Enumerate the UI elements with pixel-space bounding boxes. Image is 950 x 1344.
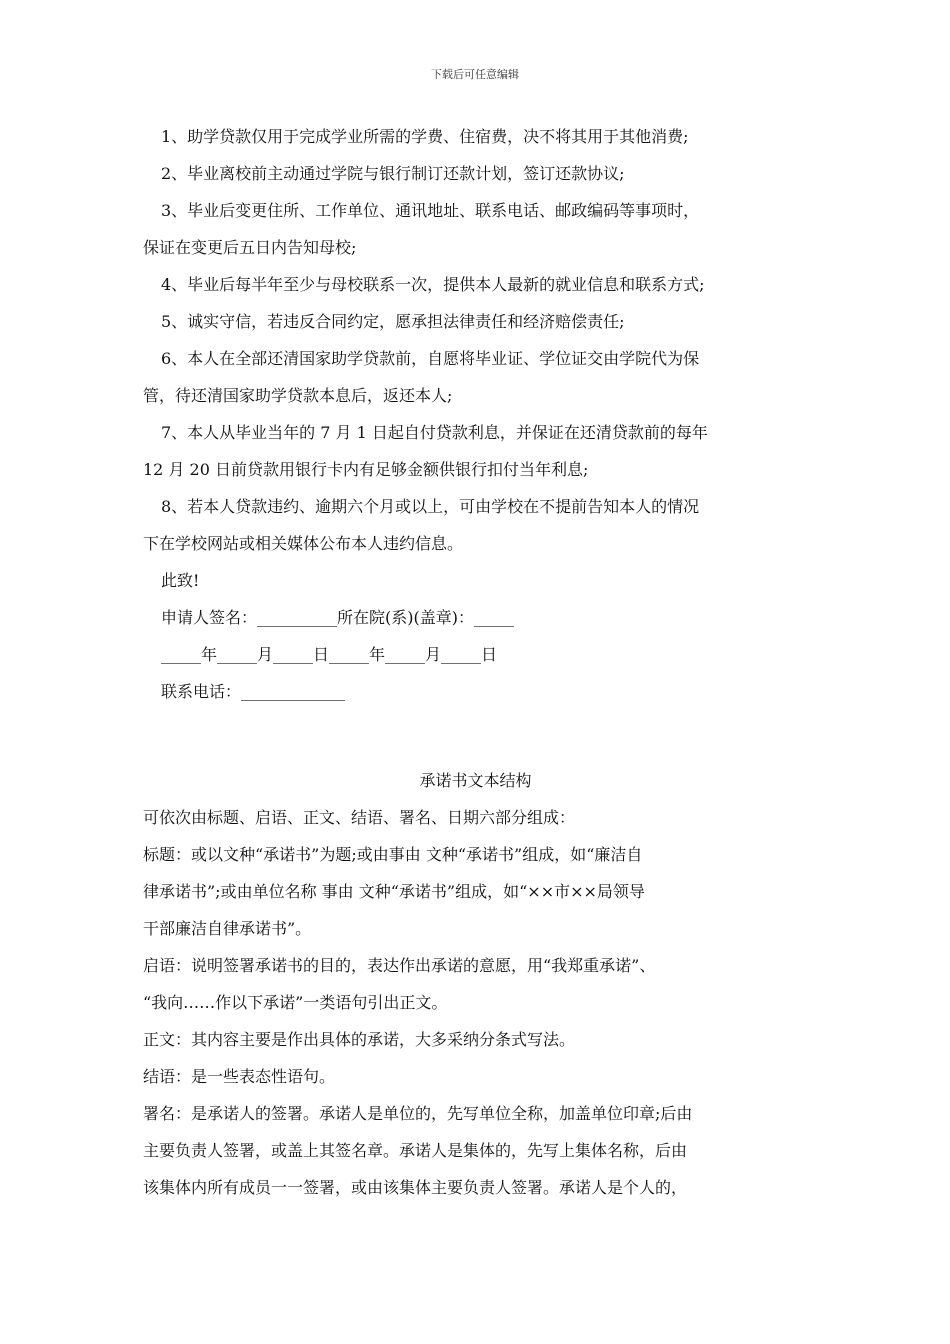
section-paragraph-line: 结语：是一些表态性语句。	[143, 1067, 336, 1086]
pledge-item-line: 6、本人在全部还清国家助学贷款前，自愿将毕业证、学位证交由学院代为保	[161, 349, 700, 368]
closing-salutation: 此致!	[161, 571, 200, 590]
pledge-item-line: 7、本人从毕业当年的 7 月 1 日起自付贷款利息，并保证在还清贷款前的每年	[161, 423, 708, 442]
pledge-item-line: 1、助学贷款仅用于完成学业所需的学费、住宿费，决不将其用于其他消费;	[161, 127, 689, 146]
section-paragraph	[143, 1021, 808, 1058]
section-paragraph	[143, 1058, 808, 1095]
section-content	[143, 799, 808, 1206]
pledge-item	[143, 488, 808, 562]
pledge-item-line: 下在学校网站或相关媒体公布本人违约信息。	[143, 534, 464, 553]
signature-line: 申请人签名：__________所在院(系)(盖章)：_____	[161, 608, 514, 627]
pledge-list	[143, 118, 808, 562]
pledge-item-line: 5、诚实守信，若违反合同约定，愿承担法律责任和经济赔偿责任;	[161, 312, 625, 331]
pledge-item	[143, 155, 808, 192]
pledge-item-line: 12 月 20 日前贷款用银行卡内有足够金额供银行扣付当年利息;	[143, 460, 589, 479]
section-paragraph-line: “我向……作以下承诺”一类语句引出正文。	[143, 993, 448, 1012]
pledge-item-line: 3、毕业后变更住所、工作单位、通讯地址、联系电话、邮政编码等事项时，	[161, 201, 700, 220]
section-paragraph-line: 律承诺书”;或由单位名称 事由 文种“承诺书”组成，如“××市××局领导	[143, 882, 645, 901]
section-paragraph	[143, 799, 808, 836]
pledge-item	[143, 192, 808, 266]
pledge-item	[143, 414, 808, 488]
pledge-item-line: 保证在变更后五日内告知母校;	[143, 238, 357, 257]
section-paragraph-line: 可依次由标题、启语、正文、结语、署名、日期六部分组成：	[143, 808, 576, 827]
section-paragraph-line: 正文：其内容主要是作出具体的承诺，大多采纳分条式写法。	[143, 1030, 576, 1049]
section-paragraph	[143, 1095, 808, 1206]
pledge-item-line: 8、若本人贷款违约、逾期六个月或以上，可由学校在不提前告知本人的情况	[161, 497, 700, 516]
pledge-item-line: 2、毕业离校前主动通过学院与银行制订还款计划，签订还款协议;	[161, 164, 625, 183]
section-paragraph	[143, 836, 808, 947]
pledge-item-line: 4、毕业后每半年至少与母校联系一次，提供本人最新的就业信息和联系方式;	[161, 275, 705, 294]
pledge-item	[143, 266, 808, 303]
date-line: _____年_____月_____日_____年_____月_____日	[161, 645, 498, 664]
section-title: 承诺书文本结构	[419, 771, 532, 790]
section-paragraph	[143, 947, 808, 1021]
section-paragraph-line: 署名：是承诺人的签署。承诺人是单位的，先写单位全称，加盖单位印章;后由	[143, 1104, 693, 1123]
page-header: 下载后可任意编辑	[431, 68, 519, 81]
pledge-item	[143, 118, 808, 155]
pledge-item	[143, 340, 808, 414]
document-body	[143, 118, 808, 1206]
pledge-item-line: 管，待还清国家助学贷款本息后，返还本人;	[143, 386, 453, 405]
pledge-item	[143, 303, 808, 340]
section-paragraph-line: 该集体内所有成员一一签署，或由该集体主要负责人签署。承诺人是个人的，	[143, 1178, 688, 1197]
section-paragraph-line: 干部廉洁自律承诺书”。	[143, 919, 312, 938]
phone-line: 联系电话：_____________	[161, 682, 346, 701]
section-paragraph-line: 主要负责人签署，或盖上其签名章。承诺人是集体的，先写上集体名称，后由	[143, 1141, 688, 1160]
section-paragraph-line: 标题：或以文种“承诺书”为题;或由事由 文种“承诺书”组成，如“廉洁自	[143, 845, 643, 864]
section-paragraph-line: 启语：说明签署承诺书的目的，表达作出承诺的意愿，用“我郑重承诺”、	[143, 956, 656, 975]
